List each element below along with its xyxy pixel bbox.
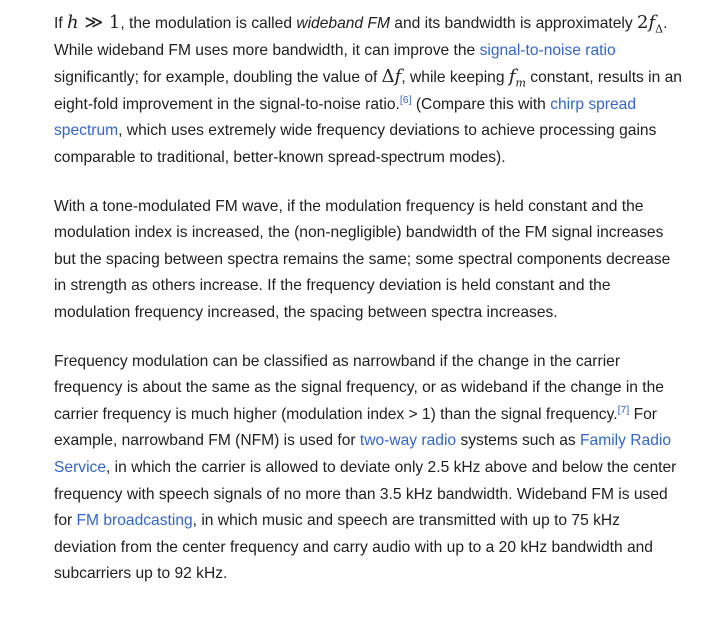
text-run: , the modulation is called <box>120 15 297 32</box>
link-fm-broadcasting[interactable]: FM broadcasting <box>76 512 193 530</box>
text-run: For example, narrowband FM (NFM) is used for <box>54 405 657 450</box>
math-m-subscript: m <box>515 76 526 90</box>
term-wideband-fm: wideband FM <box>296 15 390 32</box>
math-f: f <box>648 12 656 33</box>
paragraph-wideband-fm <box>54 10 684 172</box>
math-f-m <box>508 66 526 90</box>
math-f: f <box>394 66 402 88</box>
reference-6[interactable]: [6] <box>399 93 412 106</box>
math-delta-subscript: Δ <box>655 22 664 36</box>
article-body <box>54 10 684 610</box>
math-much-greater: ≫ <box>84 12 104 33</box>
text-run: , in which music and speech are transmitted with up to 75 kHz deviation from the center frequency and carry audio with up to a 20 kHz bandwidth and subcarriers up to 92 kHz. <box>54 512 653 583</box>
math-delta: Δ <box>381 66 395 88</box>
paragraph-narrowband-wideband <box>54 349 684 588</box>
link-family-radio-service[interactable]: Family Radio Service <box>54 432 672 476</box>
link-two-way-radio[interactable]: two-way radio <box>359 432 457 450</box>
text-run: (Compare this with <box>411 95 551 113</box>
math-delta-f <box>382 66 402 87</box>
paragraph-tone-modulated: With a tone-modulated FM wave, if the modulation frequency is held constant and the modulation index is increased, the (non-negligible) bandwidth of the FM signal increases but the spacing between spectra remains the same; some spectral components decrease in strength as others increase. If the frequency deviation is held constant and the modulation frequency increased, the spacing between spectra increases. <box>54 197 671 321</box>
text-run: , in which the carrier is allowed to deviate only 2.5 kHz above and below the center frequency with speech signals of no more than 3.5 kHz bandwidth. Wideband FM is used for <box>54 458 677 530</box>
math-h-gg-1 <box>67 12 120 33</box>
text-run: significantly; for example, doubling the value of <box>54 69 382 87</box>
math-one: 1 <box>108 12 121 33</box>
reference-7[interactable]: [7] <box>617 403 630 416</box>
link-chirp-spread-spectrum[interactable]: chirp spread spectrum <box>54 95 636 140</box>
math-two: 2 <box>636 12 649 33</box>
text-run: constant, results in an eight-fold improvement in the signal-to-noise ratio. <box>54 69 682 113</box>
text-run: . While wideband FM uses more bandwidth, it can improve the <box>54 15 668 59</box>
text-run: and its bandwidth is approximately <box>389 15 637 32</box>
math-f: f <box>508 66 516 88</box>
link-signal-to-noise-ratio[interactable]: signal-to-noise ratio <box>479 41 616 59</box>
math-2-f-delta <box>636 12 664 36</box>
math-h: h <box>67 12 79 33</box>
text-run: systems such as <box>456 432 581 450</box>
text-run: If <box>54 15 67 32</box>
text-run: Frequency modulation can be classified as narrowband if the change in the carrier frequency is about the same as the signal frequency, or as wideband if the change in the carrier frequency is much higher (modulation index > 1) than the signal frequency. <box>54 352 664 423</box>
text-run: , while keeping <box>401 69 509 87</box>
text-run: , which uses extremely wide frequency deviations to achieve processing gains comparable to traditional, better-known spread-spectrum modes). <box>54 122 657 166</box>
